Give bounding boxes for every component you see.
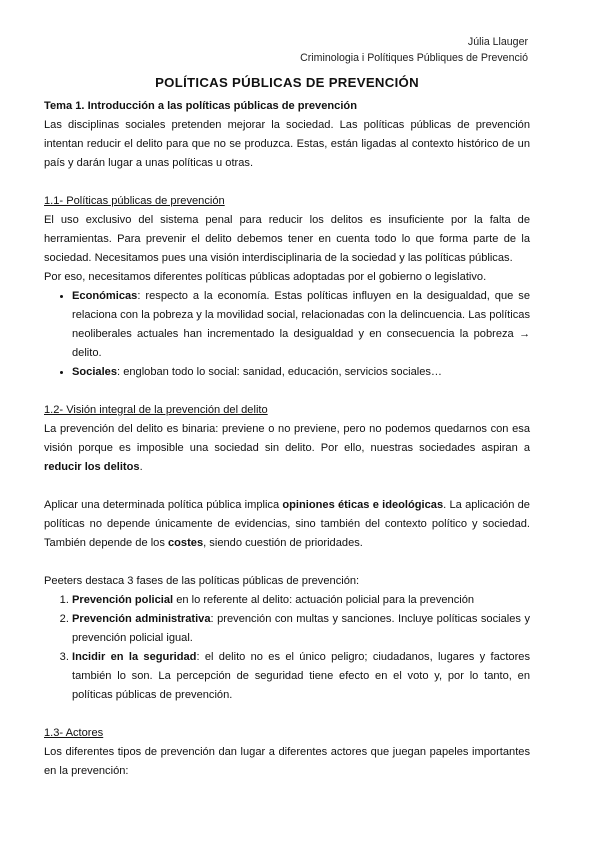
section-1-1-heading: 1.1- Políticas públicas de prevención [44, 195, 225, 207]
text-run: Aplicar una determinada política pública implica [44, 499, 283, 511]
list-item-text: : engloban todo lo social: sanidad, educación, servicios sociales… [117, 366, 443, 378]
list-item [72, 363, 530, 382]
text-run: . La aplicación de políticas no depende únicamente de evidencias, sino también del contexto político y sociedad. También depende de los [44, 499, 530, 549]
list-item [72, 591, 530, 610]
document-title: POLÍTICAS PÚBLICAS DE PREVENCIÓN [155, 75, 419, 90]
section-1-3-heading: 1.3- Actores [44, 727, 104, 739]
list-item-text: : prevención con multas y sanciones. Incluye políticas sociales y prevención policial igual. [72, 613, 530, 644]
policy-types-list [44, 287, 530, 382]
header-author: Júlia Llauger [467, 36, 528, 48]
list-item-text: en lo referente al delito: actuación policial para la prevención [173, 594, 475, 606]
text-run: , siendo cuestión de prioridades. [203, 537, 363, 549]
list-item [72, 287, 530, 363]
section-1-1-paragraph-2: Por eso, necesitamos diferentes políticas públicas adoptadas por el gobierno o legislativo. [44, 271, 487, 283]
tema-heading: Tema 1. Introducción a las políticas públicas de prevención [44, 100, 357, 112]
bold-run: costes [167, 537, 204, 549]
list-item-term: Económicas [72, 290, 138, 302]
bold-run: reducir los delitos [44, 461, 140, 473]
list-item-text: : respecto a la economía. Estas políticas influyen en la desigualdad, que se relaciona con la pobreza y la movilidad social, relacionadas con la delincuencia. Las políticas neoliberales actuales han incrementado la desigualdad y en consecuencia la pobreza → delito. [72, 290, 530, 359]
section-1-2-paragraph-3: Peeters destaca 3 fases de las políticas públicas de prevención: [44, 575, 360, 587]
section-1-2-heading: 1.2- Visión integral de la prevención del delito [44, 404, 268, 416]
section-1-3-paragraph-1: Los diferentes tipos de prevención dan lugar a diferentes actores que juegan papeles importantes en la prevención: [44, 746, 530, 777]
prevention-phases-list [44, 591, 530, 705]
text-run: . [139, 461, 143, 473]
section-1-2-paragraph-2 [44, 496, 530, 553]
tema-intro: Las disciplinas sociales pretenden mejorar la sociedad. Las políticas públicas de prevención intentan reducir el delito para que no se produzca. Estas, están ligadas al contexto histórico de un país y darán lugar a unas políticas u otras. [44, 119, 530, 169]
text-run: La prevención del delito es binaria: previene o no previene, pero no podemos quedarnos con esa visión porque es imposible una sociedad sin delito. Por ello, nuestras sociedades aspiran a [44, 423, 530, 454]
header-course: Criminologia i Polítiques Públiques de Prevenció [300, 52, 528, 64]
document-body [44, 73, 530, 781]
list-item-text: : el delito no es el único peligro; ciudadanos, lugares y factores también lo son. La percepción de seguridad tiene efecto en el voto y, por lo tanto, en políticas públicas de prevención. [72, 651, 530, 701]
list-item-term: Prevención policial [72, 594, 174, 606]
list-item-term: Sociales [72, 366, 118, 378]
list-item [72, 610, 530, 648]
list-item-term: Prevención administrativa [72, 613, 211, 625]
section-1-2-paragraph-1 [44, 420, 530, 477]
section-1-1-paragraph-1: El uso exclusivo del sistema penal para reducir los delitos es insuficiente por la falta de herramientas. Para prevenir el delito debemos tener en cuenta todo lo que forma parte de la sociedad. Necesitamos pues una visión interdisciplinaria de la sociedad y las políticas públicas. [44, 214, 530, 264]
list-item-term: Incidir en la seguridad [72, 651, 197, 663]
list-item [72, 648, 530, 705]
page-header [300, 34, 528, 66]
bold-run: opiniones éticas e ideológicas [282, 499, 444, 511]
